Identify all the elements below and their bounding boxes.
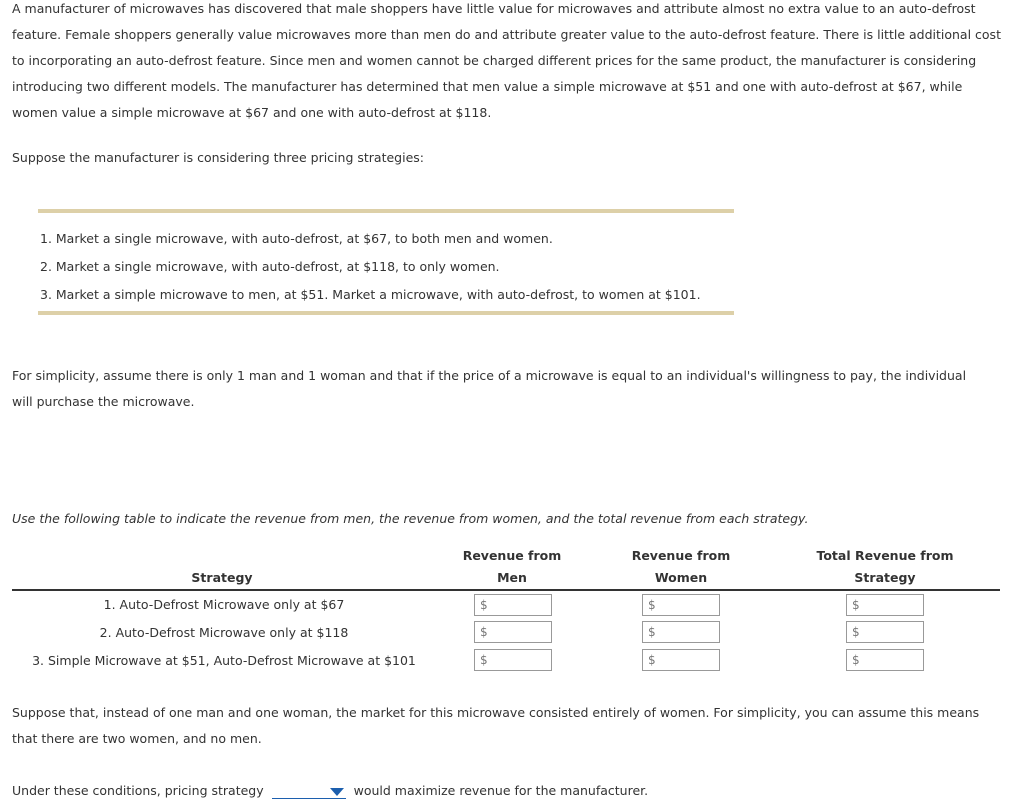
answer-prefix: Under these conditions, pricing strategy <box>12 783 264 798</box>
dollar-sign: $ <box>648 653 656 667</box>
total-revenue-input[interactable] <box>846 649 924 671</box>
dollar-sign: $ <box>480 653 488 667</box>
header-men-line1: Revenue from <box>462 548 562 563</box>
dollar-sign: $ <box>852 625 860 639</box>
strategies-list <box>40 225 701 309</box>
assumption-paragraph: For simplicity, assume there is only 1 man and 1 woman and that if the price of a microwave is equal to an individual's willingness to pay, the individual will purchase the microwave. <box>12 368 967 409</box>
answer-line <box>12 780 648 802</box>
strategies-box <box>38 209 734 315</box>
dollar-sign: $ <box>480 625 488 639</box>
dropdown-arrow-icon <box>330 788 344 796</box>
strategy-dropdown[interactable] <box>272 783 346 799</box>
answer-suffix: would maximize revenue for the manufacturer. <box>353 783 649 798</box>
header-women-line1: Revenue from <box>631 548 731 563</box>
header-women-line2: Women <box>654 570 708 585</box>
men-revenue-input[interactable] <box>474 621 552 643</box>
strategy-item: 1. Market a single microwave, with auto-defrost, at $67, to both men and women. <box>40 231 553 246</box>
men-revenue-input[interactable] <box>474 649 552 671</box>
women-revenue-input[interactable] <box>642 649 720 671</box>
header-total-line2: Strategy <box>854 570 916 585</box>
dollar-sign: $ <box>852 598 860 612</box>
strategy-label: 2. Auto-Defrost Microwave only at $118 <box>99 625 349 640</box>
total-revenue-input[interactable] <box>846 621 924 643</box>
total-revenue-input[interactable] <box>846 594 924 616</box>
header-men-line2: Men <box>497 570 527 585</box>
strategy-item: 3. Market a simple microwave to men, at $51. Market a microwave, with auto-defrost, to women at $101. <box>40 287 701 302</box>
men-revenue-input[interactable] <box>474 594 552 616</box>
women-revenue-input[interactable] <box>642 621 720 643</box>
dollar-sign: $ <box>648 625 656 639</box>
intro-paragraph: A manufacturer of microwaves has discovered that male shoppers have little value for microwaves and attribute almost no extra value to an auto-defrost feature. Female shoppers generally value microwaves more than men do and attribute greater value to the auto-defrost feature. There is little additional cost to incorporating an auto-defrost feature. Since men and women cannot be charged different prices for the same product, the manufacturer is considering introducing two different models. The manufacturer has determined that men value a simple microwave at $51 and one with auto-defrost at $67, while women value a simple microwave at $67 and one with auto-defrost at $118. <box>12 1 1001 120</box>
women-only-paragraph: Suppose that, instead of one man and one woman, the market for this microwave consisted entirely of women. For simplicity, you can assume this means that there are two women, and no men. <box>12 705 980 746</box>
dollar-sign: $ <box>852 653 860 667</box>
strategies-intro: Suppose the manufacturer is considering three pricing strategies: <box>12 150 424 165</box>
strategy-label: 1. Auto-Defrost Microwave only at $67 <box>103 597 345 612</box>
strategy-item: 2. Market a single microwave, with auto-defrost, at $118, to only women. <box>40 259 500 274</box>
header-total-line1: Total Revenue from <box>816 548 954 563</box>
strategy-label: 3. Simple Microwave at $51, Auto-Defrost Microwave at $101 <box>32 653 416 668</box>
header-strategy: Strategy <box>191 570 253 585</box>
dollar-sign: $ <box>480 598 488 612</box>
table-instruction: Use the following table to indicate the revenue from men, the revenue from women, and the total revenue from each strategy. <box>12 511 809 526</box>
women-revenue-input[interactable] <box>642 594 720 616</box>
dollar-sign: $ <box>648 598 656 612</box>
